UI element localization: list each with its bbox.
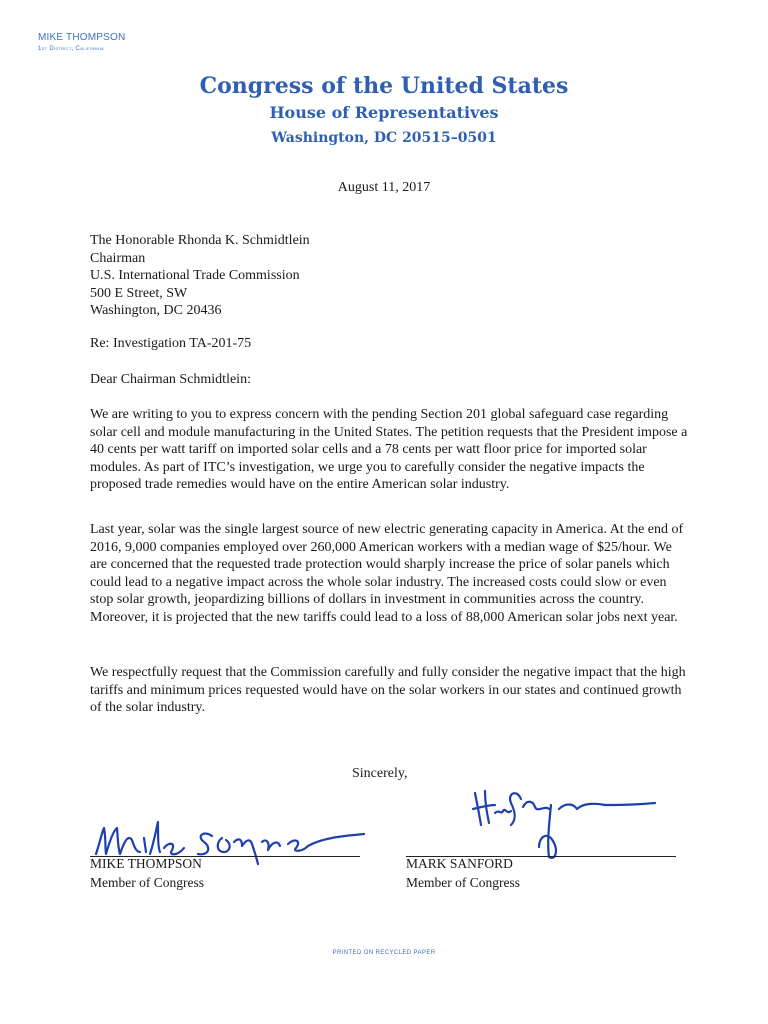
- recipient-line: 500 E Street, SW: [90, 285, 188, 301]
- letter-date: August 11, 2017: [337, 180, 431, 195]
- member-name-header: MIKE THOMPSON: [38, 32, 126, 43]
- recycled-paper-note: PRINTED ON RECYCLED PAPER: [332, 950, 436, 956]
- member-district-header: 1st District, California: [38, 46, 104, 52]
- subject-line: Re: Investigation TA-201-75: [90, 336, 252, 351]
- body-paragraph: Last year, solar was the single largest source of new electric generating capacity in America. At the end of 2016, 9,000 companies employed over 260,000 American workers with a median wage of $25/hour. We are concerned that the requested trade protection would sharply increase the price of solar panels which could lead to a negative impact across the whole solar industry. The increased costs could slow or even stop solar growth, jeopardizing billions of dollars in investment in communities across the country. Moreover, it is projected that the new tariffs could lead to a loss of 88,000 American solar jobs next year.: [90, 522, 684, 625]
- recipient-line: Chairman: [90, 250, 146, 266]
- signer-name: MARK SANFORD: [406, 856, 513, 871]
- signer-name: MIKE THOMPSON: [90, 856, 202, 871]
- body-paragraph: We are writing to you to express concern with the pending Section 201 global safeguard case regarding solar cell and module manufacturing in the United States. The petition requests that the President impose a 40 cents per watt tariff on imported solar cells and a 78 cents per watt floor price for imported solar modules. As part of ITC’s investigation, we urge you to carefully consider the negative impacts the proposed trade remedies would have on the entire American solar industry.: [90, 407, 688, 492]
- recipient-line: The Honorable Rhonda K. Schmidtlein: [90, 233, 310, 248]
- signature-sanford: [455, 785, 665, 865]
- closing: Sincerely,: [352, 766, 408, 781]
- signer-title: Member of Congress: [406, 875, 520, 890]
- recipient-block: [90, 232, 310, 320]
- letterhead-address: Washington, DC 20515–0501: [271, 130, 497, 146]
- recipient-line: U.S. International Trade Commission: [90, 268, 300, 283]
- salutation: Dear Chairman Schmidtlein:: [90, 372, 251, 387]
- signer-title: Member of Congress: [90, 875, 204, 890]
- letterhead-house: House of Representatives: [269, 103, 499, 122]
- body-paragraph: We respectfully request that the Commission carefully and fully consider the negative impact that the high tariffs and minimum prices requested would have on the solar workers in our states and continued growth of the solar industry.: [90, 665, 686, 715]
- recipient-line: Washington, DC 20436: [90, 303, 222, 318]
- letterhead-congress: Congress of the United States: [199, 73, 569, 99]
